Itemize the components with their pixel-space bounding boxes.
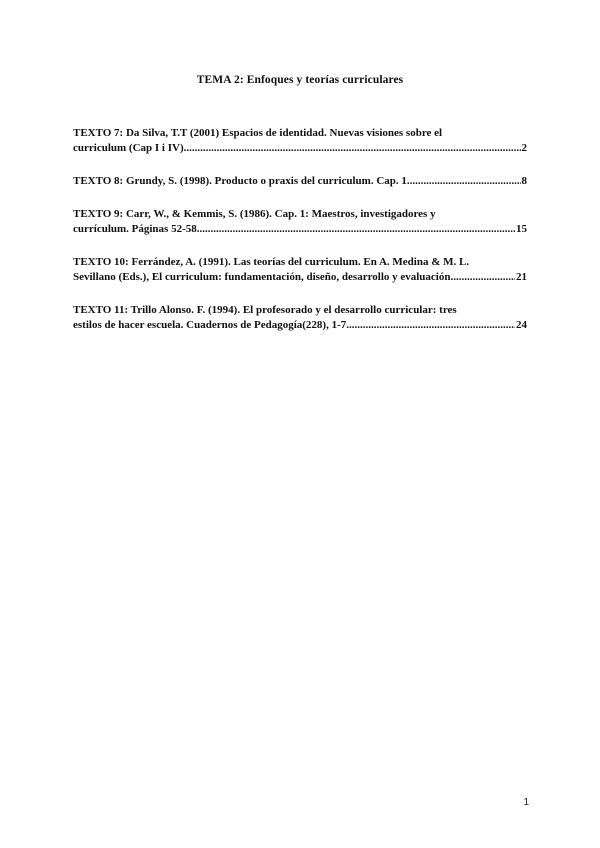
toc-entry-texto-10[interactable]: [73, 255, 527, 285]
toc-entry-line1: TEXTO 9: Carr, W., & Kemmis, S. (1986). Cap. 1: Maestros, investigadores y: [73, 208, 436, 220]
dot-leader: [184, 141, 521, 156]
toc-entry-line2-text: estilos de hacer escuela. Cuadernos de Pedagogía(228), 1-7: [73, 319, 347, 331]
toc-entry-line2: [73, 174, 527, 189]
dot-leader: [407, 174, 521, 189]
toc-page-number: 24: [516, 319, 527, 331]
toc-page-number: 2: [521, 142, 527, 154]
toc-page-number: 8: [521, 175, 527, 187]
toc-page-number: 15: [516, 223, 527, 235]
toc-entry-line2: [73, 270, 527, 285]
toc-entry-line2-text: currículum. Páginas 52-58: [73, 223, 197, 235]
toc-entry-line2: [73, 318, 527, 333]
toc-entry-texto-8[interactable]: [73, 174, 527, 189]
toc-entry-line2-text: curriculum (Cap I i IV): [73, 142, 184, 154]
table-of-contents: [73, 126, 527, 351]
toc-entry-line2-text: Sevillano (Eds.), El curriculum: fundamentación, diseño, desarrollo y evaluación: [73, 271, 451, 283]
toc-entry-texto-9[interactable]: [73, 207, 527, 237]
footer-page-number: 1: [523, 797, 529, 808]
toc-entry-line1: TEXTO 10: Ferrández, A. (1991). Las teorías del curriculum. En A. Medina & M. L.: [73, 256, 470, 268]
toc-entry-texto-7[interactable]: [73, 126, 527, 156]
dot-leader: [197, 222, 515, 237]
toc-entry-line1: TEXTO 7: Da Silva, T.T (2001) Espacios de identidad. Nuevas visiones sobre el: [73, 127, 443, 139]
toc-entry-line2: [73, 222, 527, 237]
dot-leader: [451, 270, 516, 285]
toc-page-number: 21: [516, 271, 527, 283]
toc-entry-line2-text: TEXTO 8: Grundy, S. (1998). Producto o praxis del curriculum. Cap. 1: [73, 175, 407, 187]
toc-entry-texto-11[interactable]: [73, 303, 527, 333]
toc-entry-line2: [73, 141, 527, 156]
page-title: TEMA 2: Enfoques y teorías curriculares: [196, 74, 404, 86]
dot-leader: [346, 318, 515, 333]
toc-entry-line1: TEXTO 11: Trillo Alonso. F. (1994). El profesorado y el desarrollo curricular: tres: [73, 304, 457, 316]
